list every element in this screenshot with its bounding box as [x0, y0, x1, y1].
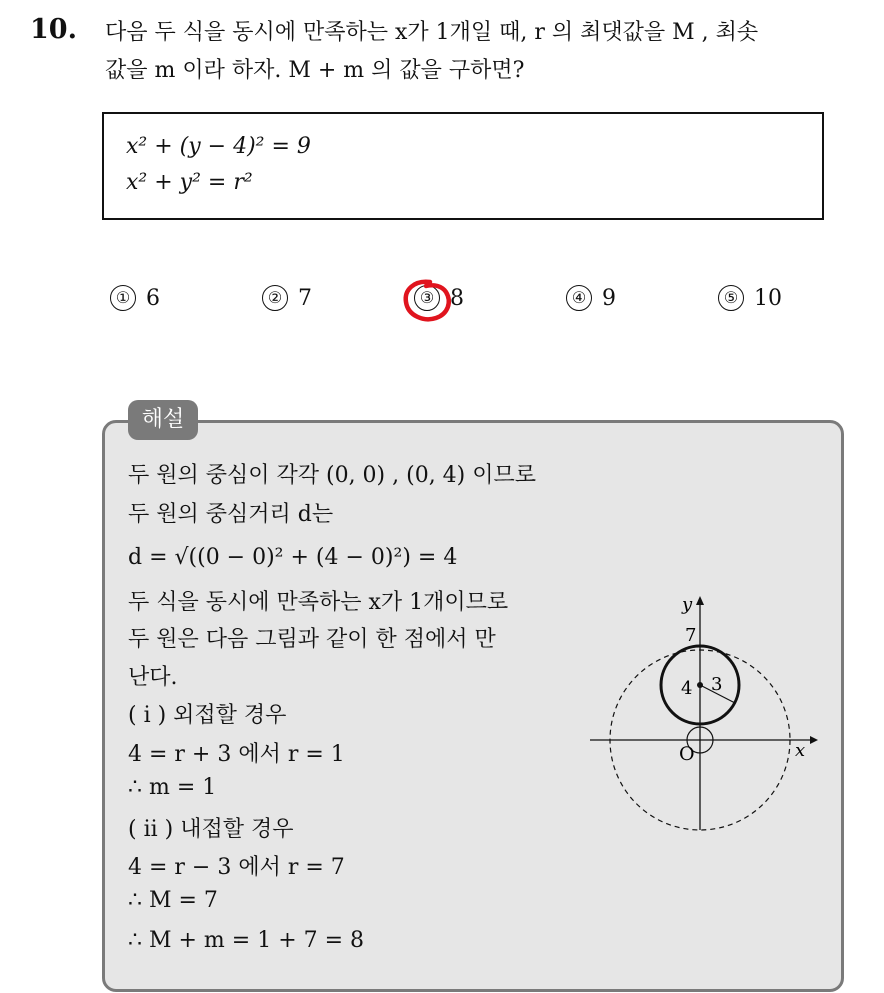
solution-line-10: ( ii ) 내접할 경우	[128, 817, 294, 842]
choice-4-number: ④	[566, 285, 592, 311]
question-line-2: 값을 m 이라 하자. M + m 의 값을 구하면?	[105, 58, 525, 83]
solution-line-6: 난다.	[128, 665, 178, 690]
circle-figure	[585, 590, 825, 850]
equation-2: x² + y² = r²	[126, 170, 253, 195]
label-3: 3	[711, 674, 723, 695]
answer-circle-mark	[400, 276, 456, 326]
solution-tag: 해설	[128, 400, 198, 440]
choice-3-number: ③	[414, 285, 440, 311]
solution-line-2: 두 원의 중심거리 d는	[128, 502, 334, 527]
solution-line-11: 4 = r − 3 에서 r = 7	[128, 855, 345, 880]
choice-2-value: 7	[298, 286, 312, 311]
solution-line-12: ∴ M = 7	[128, 888, 218, 913]
choice-1[interactable]	[110, 285, 160, 311]
choice-2-number: ②	[262, 285, 288, 311]
equation-1: x² + (y − 4)² = 9	[126, 134, 311, 159]
choice-4-value: 9	[602, 286, 616, 311]
equation-box	[102, 112, 824, 220]
label-4: 4	[681, 678, 693, 699]
solution-line-4: 두 식을 동시에 만족하는 x가 1개이므로	[128, 590, 509, 615]
label-7: 7	[685, 625, 697, 646]
solution-line-7: ( i ) 외접할 경우	[128, 703, 287, 728]
question-text	[105, 14, 875, 90]
x-axis-label: x	[795, 740, 806, 761]
choice-2[interactable]	[262, 285, 312, 311]
solution-line-13: ∴ M + m = 1 + 7 = 8	[128, 928, 365, 953]
question-line-1: 다음 두 식을 동시에 만족하는 x가 1개일 때, r 의 최댓값을 M , 최솟	[105, 20, 759, 45]
choice-5[interactable]	[718, 285, 782, 311]
choice-4[interactable]	[566, 285, 616, 311]
choice-1-value: 6	[146, 286, 160, 311]
origin-label: O	[679, 743, 695, 765]
y-axis-label: y	[682, 594, 693, 615]
choice-3-value: 8	[450, 286, 464, 311]
y-axis-arrow	[696, 596, 704, 605]
x-axis-arrow	[810, 736, 818, 744]
solution-line-9: ∴ m = 1	[128, 775, 217, 800]
choice-5-number: ⑤	[718, 285, 744, 311]
choice-1-number: ①	[110, 285, 136, 311]
question-number: 10.	[30, 14, 77, 45]
choice-5-value: 10	[754, 286, 782, 311]
solution-line-5: 두 원은 다음 그림과 같이 한 점에서 만	[128, 627, 496, 652]
solution-line-8: 4 = r + 3 에서 r = 1	[128, 742, 345, 767]
solution-line-3: d = √((0 − 0)² + (4 − 0)²) = 4	[128, 545, 458, 570]
solution-line-1: 두 원의 중심이 각각 (0, 0) , (0, 4) 이므로	[128, 463, 537, 488]
